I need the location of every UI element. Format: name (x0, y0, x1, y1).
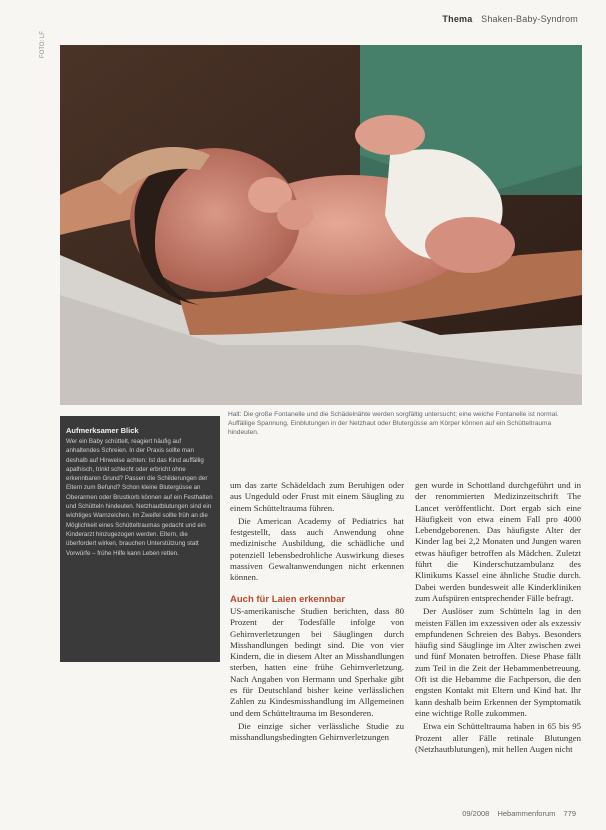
newborn-photo-illustration (60, 45, 582, 405)
paragraph: gen wurde in Schottland durchgeführt und in der renommierten Medizinzeitschrift The Lancet veröffentlicht. Dort ergab sich eine Häufigkeit von etwa einem Fall pro 4000 Lebendgeborenen. Das häufigste Alter der Kinder lag bei 2,2 Monaten und Jungen waren etwas häufiger betroffen als Mädchen. Zuletzt führt die Kinderschutzambulanz des Klinikums Kassel eine ähnliche Studie durch. Dabei werden bundesweit alle Kinderkliniken zum Aufspüren entsprechender Fälle befragt. (415, 480, 581, 603)
paragraph: Der Auslöser zum Schütteln lag in den meisten Fällen im exzessiven oder als exzessiv empfundenen Schreien des Babys. Besonders häufig sind Säuglinge im Alter zwischen zwei und fünf Monaten betroffen. Diese Phase fällt zum Teil in die Zeit der Hebammenbetreuung. Oft ist die Hebamme die Fachperson, die den engsten Kontakt mit Eltern und Kind hat. Ihr kann deshalb beim Erkennen der Symptomatik eine wichtige Rolle zukommen. (415, 606, 581, 718)
magazine-name: Hebammenforum (497, 809, 556, 818)
text-column-2 (415, 480, 581, 757)
section-subheading: Auch für Laien erkennbar (230, 593, 346, 605)
text-column-1 (230, 480, 404, 746)
newborn-photo (60, 45, 582, 405)
info-box-text: Wer ein Baby schüttelt, reagiert häufig auf anhaltendes Schreien. In der Praxis sollte man deshalb auf Hinweise achten: Ist das Kind auffällig apathisch, trinkt schlecht oder erbricht ohne erkennbaren Grund? Passen die Schilderungen der Eltern zum Befund? Schon kleine Blutergüsse an Oberarmen oder Brustkorb können auf ein Festhalten und Schütteln hindeuten. Netzhautblutungen sind ein wichtiges Warnzeichen. Im Zweifel sollte früh an die Möglichkeit eines Schütteltraumas gedacht und ein Kinderarzt hinzugezogen werden. Eltern, die überfordert wirken, brauchen Unterstützung statt Vorwürfe – frühe Hilfe kann Leben retten. (66, 438, 213, 557)
photo-credit: FOTO: LF (40, 31, 46, 58)
running-header (442, 14, 578, 24)
page-footer (456, 809, 576, 818)
paragraph: um das zarte Schädeldach zum Beruhigen oder aus Ungeduld oder Frust mit einem Säugling zu einem Schütteltrauma führen. (230, 480, 404, 513)
info-box-title: Aufmerksamer Blick (66, 426, 139, 435)
topic-label: Shaken-Baby-Syndrom (481, 14, 578, 24)
paragraph: Die einzige sicher verlässliche Studie zu misshandlungsbedingten Gehirnverletzungen (230, 720, 404, 743)
issue-number: 09/2008 (462, 809, 490, 818)
section-label: Thema (442, 14, 473, 24)
paragraph: Die American Academy of Pediatrics hat festgestellt, dass auch Anwendung ohne medizinische Ausbildung, die schädliche und potenziell lebensbedrohliche Auswirkung dieses massiven Gewaltanwendungen nicht erkennen können. (230, 515, 404, 583)
paragraph: Etwa ein Schütteltrauma haben in 65 bis 95 Prozent aller Fälle retinale Blutungen (Netzhautblutungen), mit hellen Augen nicht (415, 721, 581, 754)
info-box (60, 416, 220, 662)
photo-caption: Halt: Die große Fontanelle und die Schädelnähte werden sorgfältig untersucht; eine weiche Fontanelle ist normal. Auffällige Spannung, Einblutungen in der Netzhaut oder Blutergüsse am Körper können auf ein Schütteltrauma hindeuten. (228, 411, 559, 436)
page-number: 779 (563, 809, 576, 818)
paragraph: US-amerikanische Studien berichten, dass 80 Prozent der Todesfälle infolge von Gehirnverletzungen bei Säuglingen durch Misshandlungen bedingt sind. Die von vier Kindern, die in diesem Alter an Misshandlungen sterben, hatten eine frühe Gehirnverletzung. Nach Angaben von Hermann und Sperhake gibt es für Deutschland bisher keine verlässlichen Zahlen zu Kindesmisshandlung im Allgemeinen und dem Schütteltrauma im Besonderen. (230, 605, 404, 718)
